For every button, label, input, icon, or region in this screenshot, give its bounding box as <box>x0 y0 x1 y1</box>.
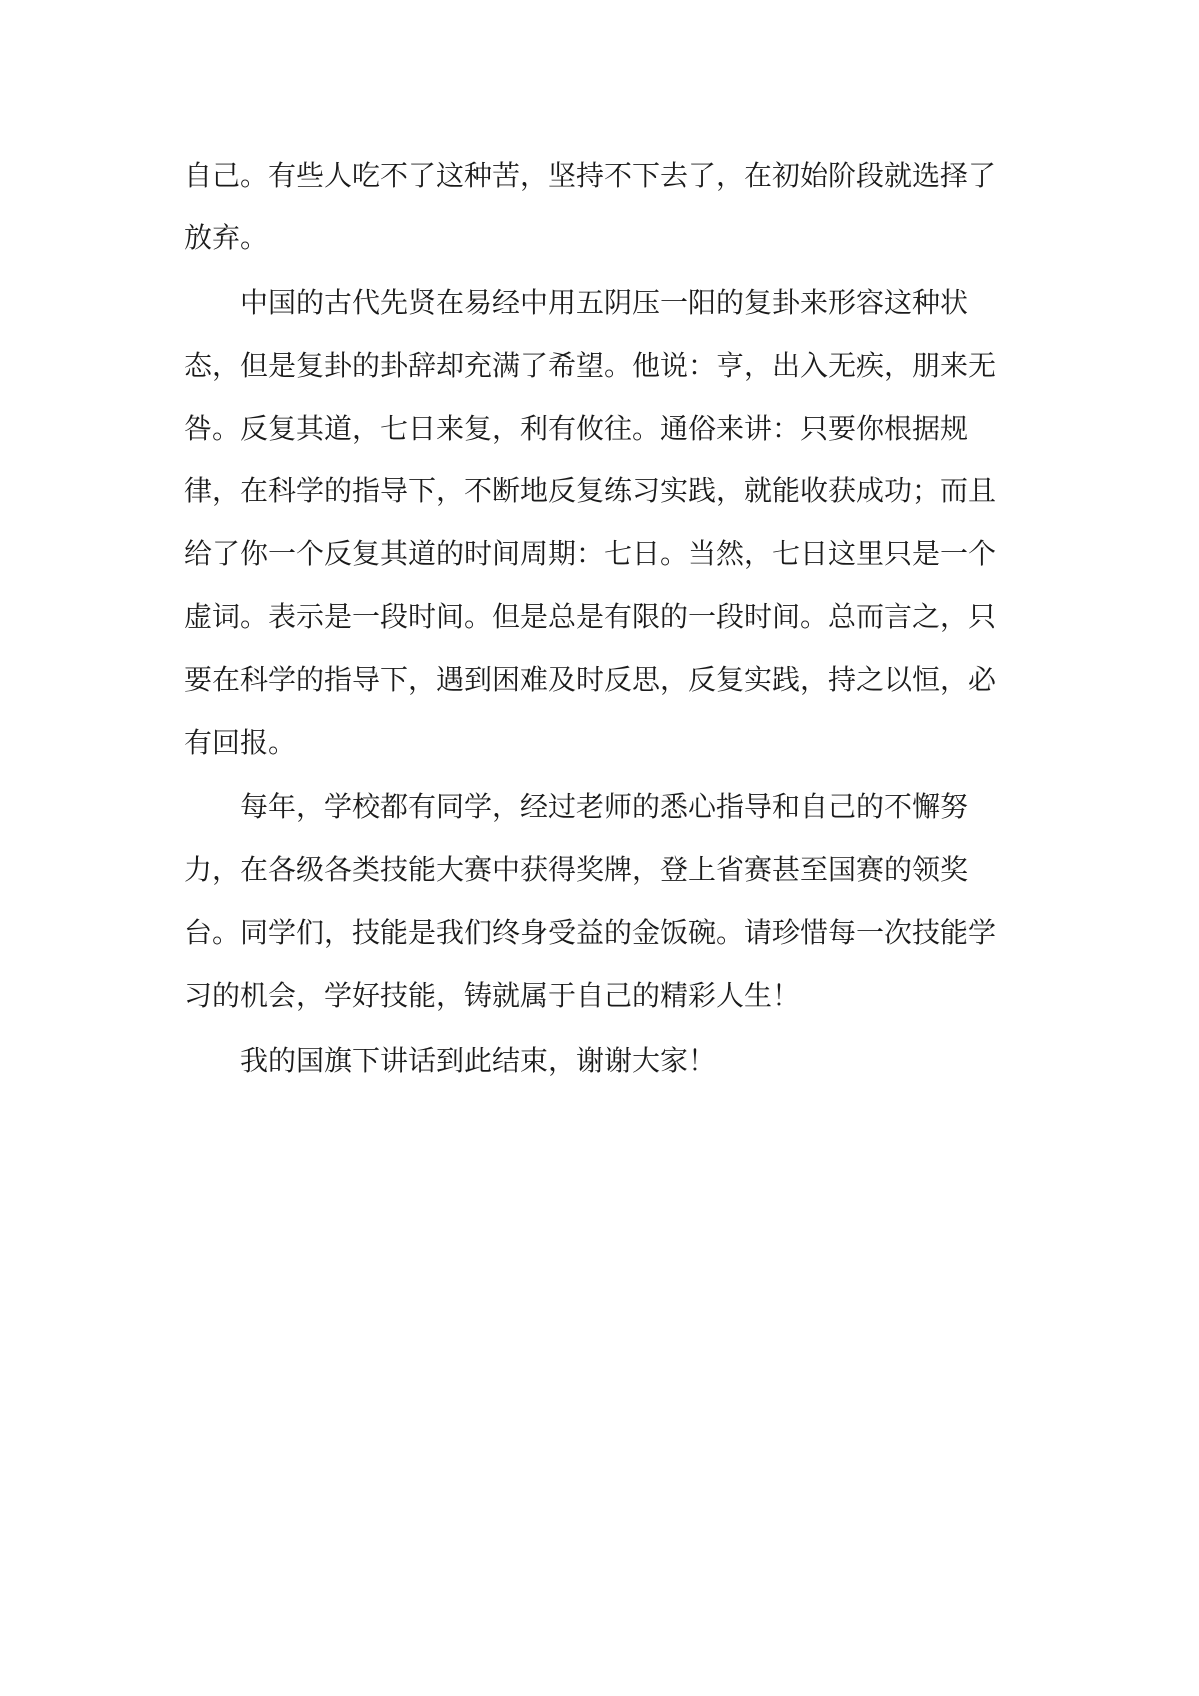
text-line: 自己。有些人吃不了这种苦，坚持不下去了，在初始阶段就选择了 <box>184 159 997 192</box>
text-line: 习的机会，学好技能，铸就属于自己的精彩人生！ <box>184 979 801 1012</box>
text-line: 有回报。 <box>184 726 297 759</box>
text-line: 放弃。 <box>184 221 269 254</box>
text-line: 态，但是复卦的卦辞却充满了希望。他说：亨，出入无疾，朋来无 <box>184 349 997 382</box>
text-line: 要在科学的指导下，遇到困难及时反思，反复实践，持之以恒，必 <box>184 663 997 696</box>
paragraph-first-line: 每年，学校都有同学，经过老师的悉心指导和自己的不懈努 <box>240 790 969 823</box>
text-line: 给了你一个反复其道的时间周期：七日。当然，七日这里只是一个 <box>184 537 997 570</box>
text-line: 虚词。表示是一段时间。但是总是有限的一段时间。总而言之，只 <box>184 600 997 633</box>
closing-line: 我的国旗下讲话到此结束，谢谢大家！ <box>240 1044 717 1077</box>
text-line: 台。同学们，技能是我们终身受益的金饭碗。请珍惜每一次技能学 <box>184 916 997 949</box>
text-line: 咎。反复其道，七日来复，利有攸往。通俗来讲：只要你根据规 <box>184 412 969 445</box>
text-line: 力，在各级各类技能大赛中获得奖牌，登上省赛甚至国赛的领奖 <box>184 853 969 886</box>
paragraph-first-line: 中国的古代先贤在易经中用五阴压一阳的复卦来形容这种状 <box>240 286 969 319</box>
text-line: 律，在科学的指导下，不断地反复练习实践，就能收获成功；而且 <box>184 474 997 507</box>
